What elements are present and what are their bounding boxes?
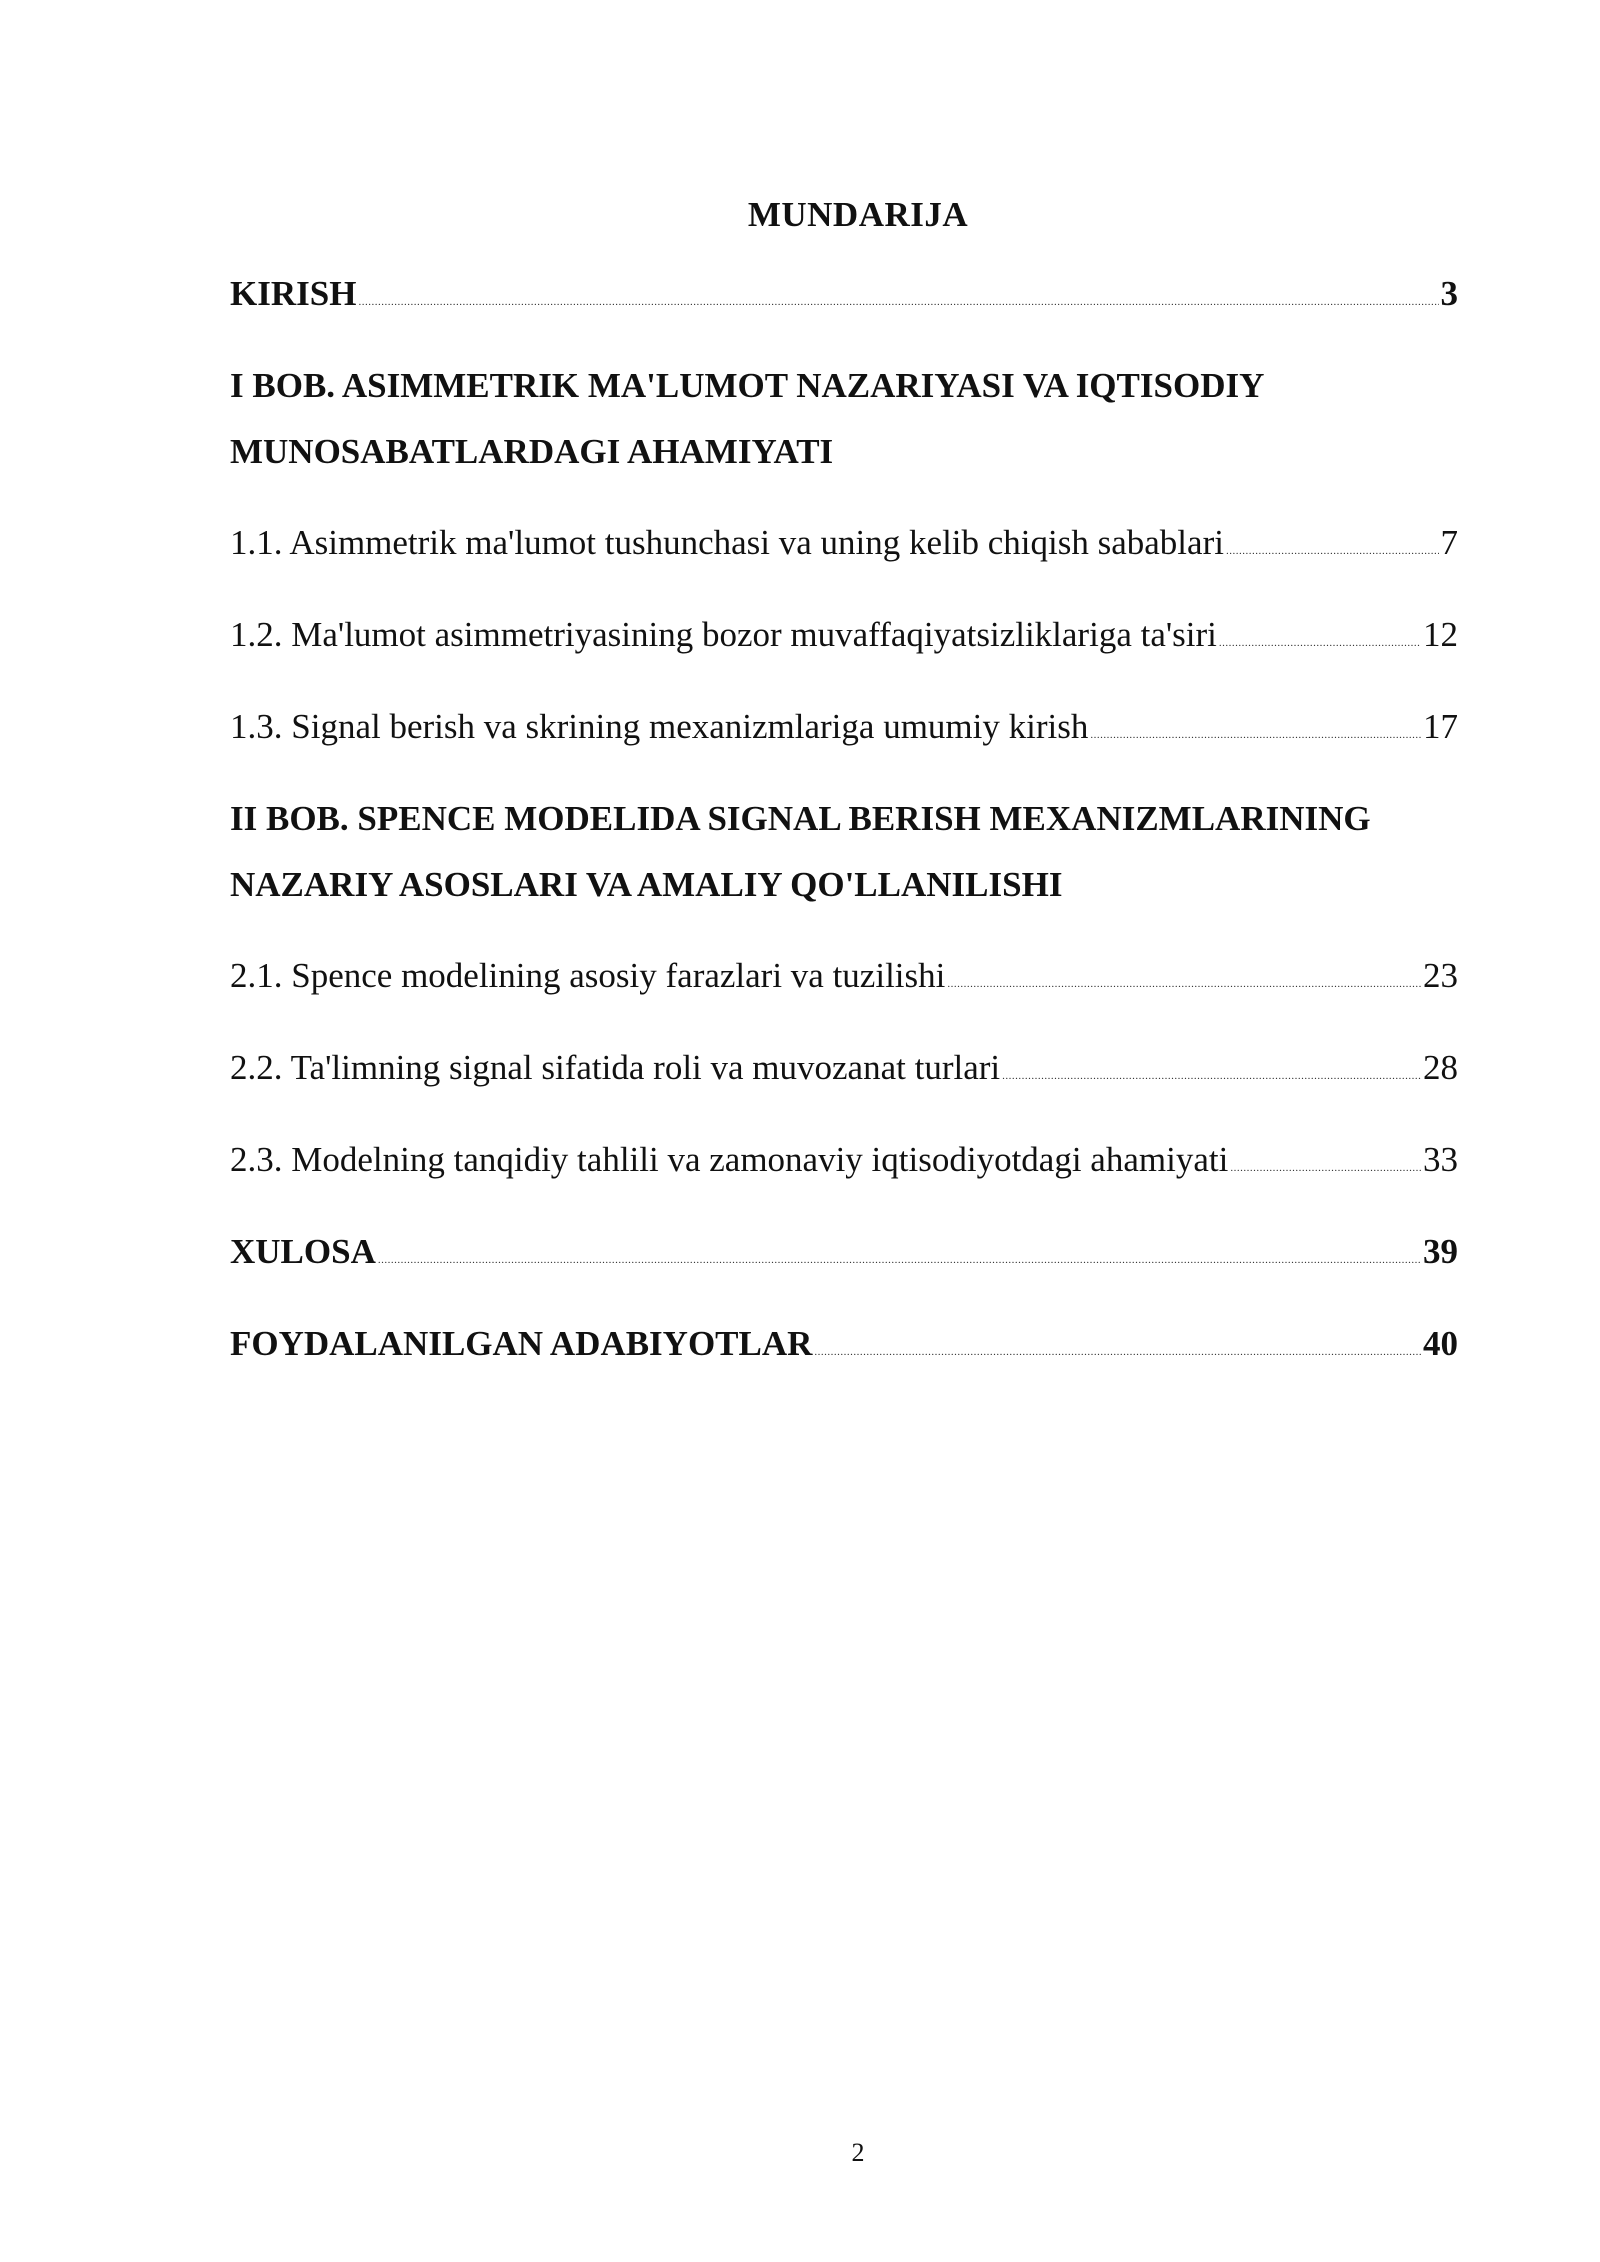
toc-entry-label: 2.3. Modelning tanqidiy tahlili va zamonaviy iqtisodiyotdagi ahamiyati (230, 1140, 1229, 1179)
toc-entry-2-1[interactable] (230, 954, 1458, 998)
toc-entry-page: 7 (1440, 523, 1458, 562)
toc-entry-page: 12 (1423, 615, 1458, 654)
toc-entry-label: XULOSA (230, 1232, 376, 1271)
toc-entry-page: 40 (1423, 1324, 1458, 1363)
toc-entry-adabiyotlar[interactable] (230, 1322, 1458, 1366)
dot-leader (1230, 1163, 1421, 1174)
toc-entry-page: 3 (1440, 274, 1458, 313)
page-title (0, 195, 1600, 235)
dot-leader (814, 1347, 1421, 1358)
chapter-1-heading[interactable] (230, 353, 1490, 485)
toc-entry-1-2[interactable] (230, 613, 1458, 657)
toc-title-text: MUNDARIJA (747, 195, 969, 234)
dot-leader (1219, 638, 1421, 649)
toc-entry-kirish[interactable] (230, 272, 1458, 316)
toc-entry-1-1[interactable] (230, 521, 1458, 565)
toc-entry-page: 28 (1423, 1048, 1458, 1087)
toc-entry-2-3[interactable] (230, 1138, 1458, 1182)
chapter-1-heading-line2: MUNOSABATLARDAGI AHAMIYATI (230, 432, 834, 471)
dot-leader (1090, 730, 1421, 741)
toc-entry-label: 2.1. Spence modelining asosiy farazlari va tuzilishi (230, 956, 946, 995)
chapter-2-heading[interactable] (230, 786, 1490, 918)
toc-entry-label: 1.2. Ma'lumot asimmetriyasining bozor muvaffaqiyatsizliklariga ta'siri (230, 615, 1217, 654)
toc-entry-1-3[interactable] (230, 705, 1458, 749)
page-number: 2 (851, 2138, 865, 2167)
toc-entry-page: 23 (1423, 956, 1458, 995)
dot-leader (378, 1255, 1421, 1266)
dot-leader (1002, 1071, 1421, 1082)
toc-entry-2-2[interactable] (230, 1046, 1458, 1090)
toc-entry-page: 39 (1423, 1232, 1458, 1271)
toc-entry-page: 17 (1423, 707, 1458, 746)
toc-entry-xulosa[interactable] (230, 1230, 1458, 1274)
toc-entry-page: 33 (1423, 1140, 1458, 1179)
toc-entry-label: 1.1. Asimmetrik ma'lumot tushunchasi va uning kelib chiqish sabablari (230, 523, 1224, 562)
toc-entry-label: FOYDALANILGAN ADABIYOTLAR (230, 1324, 813, 1363)
dot-leader (1226, 546, 1439, 557)
toc-entry-label: 2.2. Ta'limning signal sifatida roli va muvozanat turlari (230, 1048, 1001, 1087)
dot-leader (947, 979, 1421, 990)
chapter-2-heading-line1: II BOB. SPENCE MODELIDA SIGNAL BERISH MEXANIZMLARINING (230, 799, 1371, 838)
chapter-2-heading-line2: NAZARIY ASOSLARI VA AMALIY QO'LLANILISHI (230, 865, 1063, 904)
toc-entry-label: KIRISH (230, 274, 357, 313)
dot-leader (358, 297, 1438, 308)
chapter-1-heading-line1: I BOB. ASIMMETRIK MA'LUMOT NAZARIYASI VA IQTISODIY (230, 366, 1265, 405)
toc-entry-label: 1.3. Signal berish va skrining mexanizmlariga umumiy kirish (230, 707, 1089, 746)
